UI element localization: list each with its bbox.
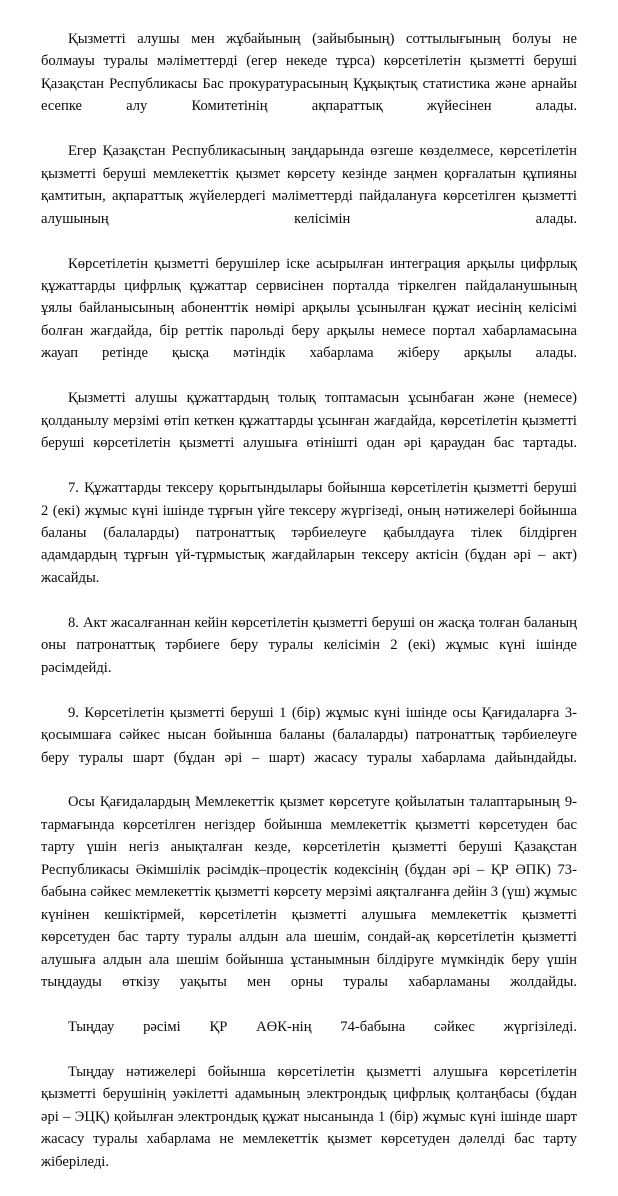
paragraph: 7. Құжаттарды тексеру қорытындылары бойынша көрсетілетін қызметті беруші 2 (екі) жұмыс күні ішінде тұрғын үйге тексеру жүргізеді, оның нәтижелері бойынша баланы (балаларды) патронаттық тәрбиелеуге қабылдауға тілек білдірген адамдардың тұрғын үй-тұрмыстық жағдайларын тексеру актісін (бұдан әрі – акт) жасайды. [41,480,577,586]
paragraph: Тыңдау рәсімі ҚР АӨК-нің 74-бабына сәйкес жүргізіледі. [68,1018,577,1035]
paragraph: 8. Акт жасалғаннан кейін көрсетілетін қызметті беруші он жасқа толған баланың оны патронаттық тәрбиеге беру туралы келісімін 2 (екі) жұмыс күні ішінде рәсімдейді. [41,614,577,676]
paragraph: Тыңдау нәтижелері бойынша көрсетілетін қызметті алушыға көрсетілетін қызметті берушінің уәкілетті адамының электрондық цифрлық қолтаңбасы (бұдан әрі – ЭЦҚ) қойылған электрондық құжат нысанында 1 (бір) жұмыс күні ішінде шарт жасасу туралы хабарлама не мемлекеттік қызмет көрсетуден дәлелді бас тарту жіберіледі. [41,1063,577,1170]
paragraph: Егер Қазақстан Республикасының заңдарында өзгеше көзделмесе, көрсетілетін қызметті беруші мемлекеттік қызмет көрсету кезінде заңмен қорғалатын құпияны қамтитын, ақпараттық жүйелердегі мәліметтерді пайдалануға көрсетілген қызметті алушының келісімін алады. [41,143,577,227]
paragraph: Осы Қағидалардың Мемлекеттік қызмет көрсетуге қойылатын талаптарының 9-тармағында көрсетілген негіздер бойынша мемлекеттік қызметті көрсетуден бас тарту үшін негіз анықталған кезде, көрсетілетін қызметті беруші Қазақстан Республикасы Әкімшілік рәсімдік–процестік кодексінің (бұдан әрі – ҚР ӘПК) 73-бабына сәйкес мемлекеттік қызметті көрсету мерзімі аяқталғанға дейін 3 (үш) жұмыс күнінен кешіктірмей, көрсетілетін қызметті алушыға мемлекеттік қызметті көрсетуден бас тарту туралы алдын ала шешім, сондай-ақ көрсетілетін қызметті алушыға алдын ала шешім бойынша ұстанымнын білдіруге мүмкіндік беру үшін тыңдауды өткізу уақыты мен орны туралы хабарламаны жолдайды. [41,794,577,991]
paragraph: Қызметті алушы мен жұбайының (зайыбының) соттылығының болуы не болмауы туралы мәліметтерді (егер некеде тұрса) көрсетілетін қызметті беруші Қазақстан Республикасы Бас прокуратурасының Құқықтық статистика және арнайы есепке алу Комитетінің ақпараттық жүйесінен алады. [41,31,577,115]
paragraph: 9. Көрсетілетін қызметті беруші 1 (бір) жұмыс күні ішінде осы Қағидаларға 3-қосымшаға сәйкес нысан бойынша баланы (балаларды) патронаттық тәрбиелеуге беру туралы шарт (бұдан әрі – шарт) жасасу туралы хабарлама дайындайды. [41,704,577,766]
document-text-body [41,28,577,1196]
paragraph: Көрсетілетін қызметті берушілер іске асырылған интеграция арқылы цифрлық құжаттарды цифрлық құжаттар сервисінен порталда тіркелген пайдаланушының ұялы байланысының абоненттік нөмірі арқылы ұсынылған құжат иесінің келісімі болған жағдайда, бір реттік парольді беру арқылы немесе портал хабарламасына жауап ретінде қысқа мәтіндік хабарлама жіберу арқылы алады. [41,255,577,362]
paragraph: Қызметті алушы құжаттардың толық топтамасын ұсынбаған және (немесе) қолданылу мерзімі өтіп кеткен құжаттарды ұсынған жағдайда, көрсетілетін қызметті беруші көрсетілетін қызметті алушыға өтінішті одан әрі қараудан бас тартады. [41,390,577,452]
